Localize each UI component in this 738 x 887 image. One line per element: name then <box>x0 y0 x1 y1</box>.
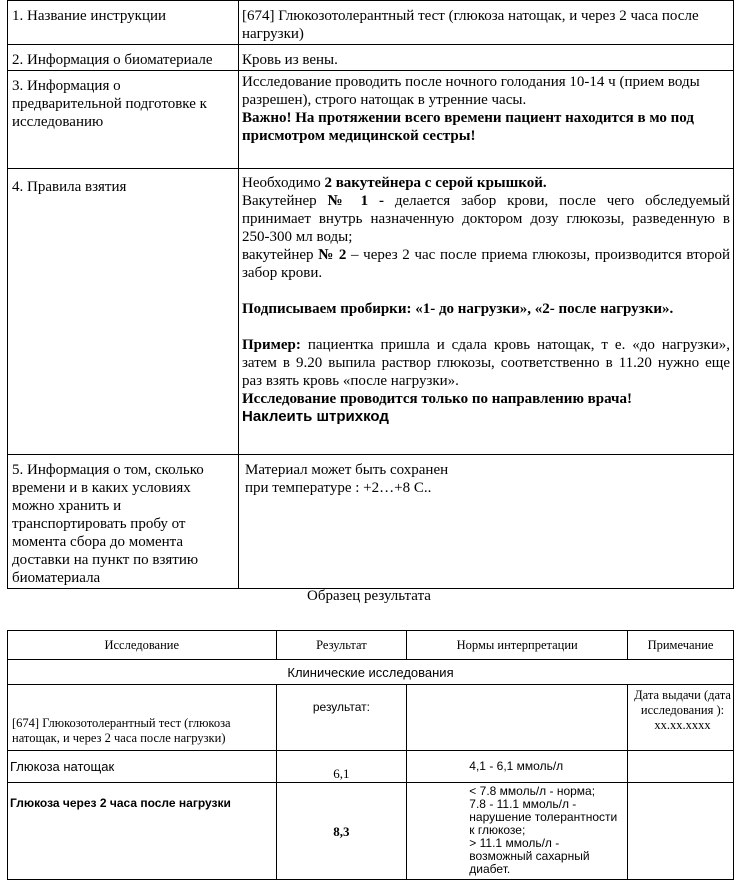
header-study: Исследование <box>8 631 277 660</box>
rules-need-bold: 2 вакутейнера с серой крышкой. <box>324 175 547 191</box>
after-name: Глюкоза через 2 часа после нагрузки <box>8 783 277 880</box>
example-bold: Пример: <box>242 337 301 353</box>
storage-label: 5. Информация о том, сколько времени и в каких условиях можно хранить и транспортировать пробу от момента сбора до момента доставки на пункт по взятию биоматериала <box>8 455 239 589</box>
tube1-bold: № 1 - <box>327 193 384 209</box>
rules-value <box>239 169 734 455</box>
rules-label: 4. Правила взятия <box>8 169 239 455</box>
preparation-value <box>239 71 734 169</box>
header-note: Примечание <box>628 631 734 660</box>
instruction-table <box>7 0 734 589</box>
preparation-text: Исследование проводить после ночного голодания 10-14 ч (прием воды разрешен), строго натощак в утренние часы. <box>242 74 700 108</box>
biomaterial-value: Кровь из вены. <box>239 45 734 71</box>
test-note: Дата выдачи (дата исследования ): хх.хх.хххх <box>628 685 734 751</box>
after-norms: < 7.8 ммоль/л - норма; 7.8 - 11.1 ммоль/л - нарушение толерантности к глюкозе; > 11.1 ммоль/л - возможный сахарный диабет. <box>407 783 628 880</box>
storage-line1: Материал может быть сохранен <box>245 462 449 478</box>
after-result: 8,3 <box>276 783 407 880</box>
preparation-important: Важно! На протяжении всего времени пациент находится в мо под присмотром медицинской сестры! <box>242 110 694 144</box>
test-name: [674] Глюкозотолерантный тест (глюкоза натощак, и через 2 часа после нагрузки) <box>8 685 277 751</box>
after-note-empty <box>628 783 734 880</box>
fasting-norms: 4,1 - 6,1 ммоль/л <box>407 751 628 783</box>
tube2-prefix: вакутейнер <box>242 247 319 263</box>
result-table <box>7 630 734 880</box>
header-norms: Нормы интерпретации <box>407 631 628 660</box>
fasting-result: 6,1 <box>276 751 407 783</box>
fasting-name: Глюкоза натощак <box>8 751 277 783</box>
tube2-text: – через 2 час после приема глюкозы, производится второй забор крови. <box>242 247 730 281</box>
section-title: Клинические исследования <box>8 660 734 685</box>
storage-value <box>239 455 734 589</box>
name-value: [674] Глюкозотолерантный тест (глюкоза натощак, и через 2 часа после нагрузки) <box>239 1 734 45</box>
name-label: 1. Название инструкции <box>8 1 239 45</box>
tube1-prefix: Вакутейнер <box>242 193 328 209</box>
tube2-bold: № 2 <box>318 247 347 263</box>
biomaterial-label: 2. Информация о биоматериале <box>8 45 239 71</box>
tube1-text: делается забор крови, после чего обследуемый принимает внутрь назначенную доктором дозу глюкозы, разведенную в 250-300 мл воды; <box>242 193 730 245</box>
example-text: пациентка пришла и сдала кровь натощак, т е. «до нагрузки», затем в 9.20 выпила раствор глюкозы, соответственно в 11.20 нужно еще раз взять кровь «после нагрузки». <box>242 337 730 389</box>
preparation-label: 3. Информация о предварительной подготовке к исследованию <box>8 71 239 169</box>
rules-need-prefix: Необходимо <box>242 175 325 191</box>
rules-sign: Подписываем пробирки: «1- до нагрузки», «2- после нагрузки». <box>242 301 674 317</box>
fasting-note-empty <box>628 751 734 783</box>
header-result: Результат <box>276 631 407 660</box>
rules-barcode: Наклеить штрихкод <box>242 408 389 425</box>
rules-referral: Исследование проводится только по направлению врача! <box>242 391 632 407</box>
test-result-label: результат: <box>276 685 407 751</box>
test-norms-empty <box>407 685 628 751</box>
result-caption: Образец результата <box>307 588 431 604</box>
storage-line2: при температуре : +2…+8 С.. <box>245 480 432 496</box>
